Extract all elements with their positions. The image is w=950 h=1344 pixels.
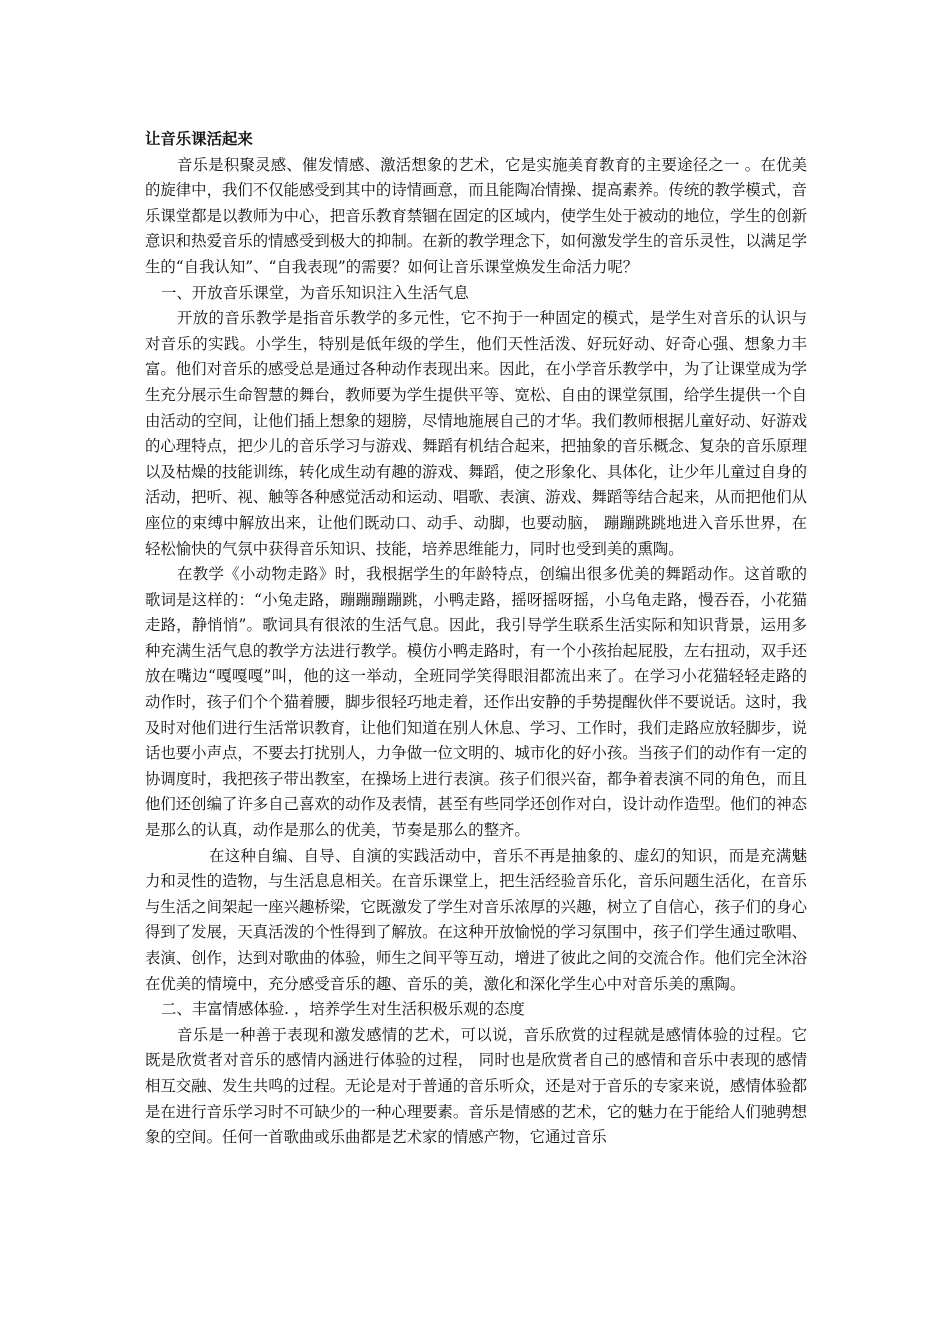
document-body — [145, 127, 807, 1151]
section-2-heading: 二、丰富情感体验. ，培养学生对生活积极乐观的态度 — [161, 1000, 525, 1019]
intro-paragraph: 音乐是积聚灵感、催发情感、激活想象的艺术，它是实施美育教育的主要途径之一 。在优美的旋律中，我们不仅能感受到其中的诗情画意，而且能陶冶情操、提高素养。传统的教学模式，音乐课堂都是以教师为中心，把音乐教育禁锢在固定的区域内，使学生处于被动的地位，学生的创新意识和热爱音乐的情感受到极大的抑制。在新的教学理念下，如何激发学生的音乐灵性，以满足学生的“自我认知”、“自我表现”的需要？如何让音乐课堂焕发生命活力呢？ — [145, 155, 807, 276]
section-2-paragraph-1: 音乐是一种善于表现和激发感情的艺术，可以说，音乐欣赏的过程就是感情体验的过程。它既是欣赏者对音乐的感情内涵进行体验的过程， 同时也是欣赏者自己的感情和音乐中表现的感情相互交融、发生共鸣的过程。无论是对于普通的音乐听众，还是对于音乐的专家来说，感情体验都是在进行音乐学习时不可缺少的一种心理要素。音乐是情感的艺术，它的魅力在于能给人们驰骋想象的空间。任何一首歌曲或乐曲都是艺术家的情感产物，它通过音乐 — [145, 1025, 807, 1147]
section-1-heading: 一、开放音乐课堂，为音乐知识注入生活气息 — [161, 283, 469, 302]
section-1-paragraph-2: 在教学《小动物走路》时，我根据学生的年龄特点，创编出很多优美的舞蹈动作。这首歌的歌词是这样的：“小兔走路，蹦蹦蹦蹦跳，小鸭走路，摇呀摇呀摇，小乌龟走路，慢吞吞，小花猫走路，静悄悄”。歌词具有很浓的生活气息。因此，我引导学生联系生活实际和知识背景，运用多种充满生活气息的教学方法进行教学。模仿小鸭走路时，有一个小孩抬起屁股，左右扭动，双手还放在嘴边“嘎嘎嘎”叫，他的这一举动，全班同学笑得眼泪都流出来了。在学习小花猫轻轻走路的动作时，孩子们个个猫着腰，脚步很轻巧地走着，还作出安静的手势提醒伙伴不要说话。这时，我及时对他们进行生活常识教育，让他们知道在别人休息、学习、工作时，我们走路应放轻脚步，说话也要小声点，不要去打扰别人，力争做一位文明的、城市化的好小孩。当孩子们的动作有一定的协调度时，我把孩子带出教室，在操场上进行表演。孩子们很兴奋，都争着表演不同的角色，而且他们还创编了许多自己喜欢的动作及表情，甚至有些同学还创作对白，设计动作造型。他们的神态是那么的认真，动作是那么的优美，节奏是那么的整齐。 — [145, 565, 807, 840]
section-1-paragraph-3: 在这种自编、自导、自演的实践活动中，音乐不再是抽象的、虚幻的知识，而是充满魅力和灵性的造物，与生活息息相关。在音乐课堂上，把生活经验音乐化，音乐问题生活化，在音乐与生活之间架起一座兴趣桥梁，它既激发了学生对音乐浓厚的兴趣，树立了自信心，孩子们的身心得到了发展，天真活泼的个性得到了解放。在这种开放愉悦的学习氛围中，孩子们学生通过歌唱、表演、创作，达到对歌曲的体验，师生之间平等互动，增进了彼此之间的交流合作。他们完全沐浴在优美的情境中，充分感受音乐的趣、音乐的美，激化和深化学生心中对音乐美的熏陶。 — [145, 846, 807, 993]
section-1-paragraph-1: 开放的音乐教学是指音乐教学的多元性，它不拘于一种固定的模式，是学生对音乐的认识与对音乐的实践。小学生，特别是低年级的学生，他们天性活泼、好玩好动、好奇心强、想象力丰富。他们对音乐的感受总是通过各种动作表现出来。因此，在小学音乐教学中，为了让课堂成为学生充分展示生命智慧的舞台，教师要为学生提供平等、宽松、自由的课堂氛围，给学生提供一个自由活动的空间，让他们插上想象的翅膀，尽情地施展自己的才华。我们教师根据儿童好动、好游戏的心理特点，把少儿的音乐学习与游戏、舞蹈有机结合起来，把抽象的音乐概念、复杂的音乐原理以及枯燥的技能训练，转化成生动有趣的游戏、舞蹈，使之形象化、具体化，让少年儿童过自身的活动，把听、视、触等各种感觉活动和运动、唱歌、表演、游戏、舞蹈等结合起来，从而把他们从座位的束缚中解放出来，让他们既动口、动手、动脚，也要动脑， 蹦蹦跳跳地进入音乐世界，在轻松愉快的气氛中获得音乐知识、技能，培养思维能力，同时也受到美的熏陶。 — [145, 309, 807, 558]
document-title: 让音乐课活起来 — [145, 130, 253, 148]
